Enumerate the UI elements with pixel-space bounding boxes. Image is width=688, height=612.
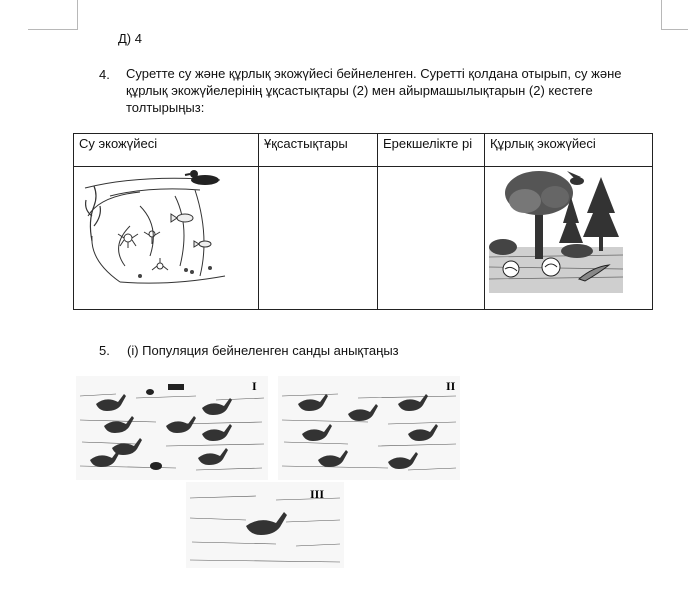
panel-1-label: I xyxy=(252,379,257,393)
corner-mark-left-h xyxy=(28,29,78,30)
corner-mark-right xyxy=(661,0,662,30)
question-4-number: 4. xyxy=(99,67,110,82)
seaweed-icon xyxy=(86,186,101,241)
forest-ecosystem-drawing xyxy=(489,167,623,293)
population-panel-2 xyxy=(278,376,460,480)
cell-differences-answer[interactable] xyxy=(378,167,485,310)
cell-similarities-answer[interactable] xyxy=(259,167,378,310)
question-5-text: (і) Популяция бейнеленген санды анықтаңыз xyxy=(127,343,399,358)
duck-icon xyxy=(185,170,219,185)
population-panel-3 xyxy=(186,482,344,568)
question-5-number: 5. xyxy=(99,343,110,358)
question-4-text: Суретте су және құрлық экожүйесі бейнеленген. Суретті қолдана отырып, су және құрлық экожүйелерінің ұқсастықтары (2) мен айырмашылықтарын (2) кестеге толтырыңыз: xyxy=(126,66,622,115)
header-differences: Ерекшелікте рі xyxy=(378,134,485,167)
header-water-ecosystem: Су экожүйесі xyxy=(74,134,259,167)
population-panel-1 xyxy=(76,376,268,480)
corner-mark-left xyxy=(77,0,78,30)
aquatic-food-web-drawing xyxy=(80,166,230,288)
fish-icon xyxy=(171,214,193,222)
corner-mark-right-h xyxy=(661,29,688,30)
small-fish-icon xyxy=(194,241,211,247)
header-similarities: Ұқсастықтары xyxy=(259,134,378,167)
table-header-row xyxy=(74,134,653,167)
panel-2-label: II xyxy=(446,379,456,393)
previous-answer: Д) 4 xyxy=(118,31,142,46)
header-land-ecosystem: Құрлық экожүйесі xyxy=(485,134,653,167)
panel-3-label: III xyxy=(310,487,325,501)
insect-icon xyxy=(118,231,168,270)
